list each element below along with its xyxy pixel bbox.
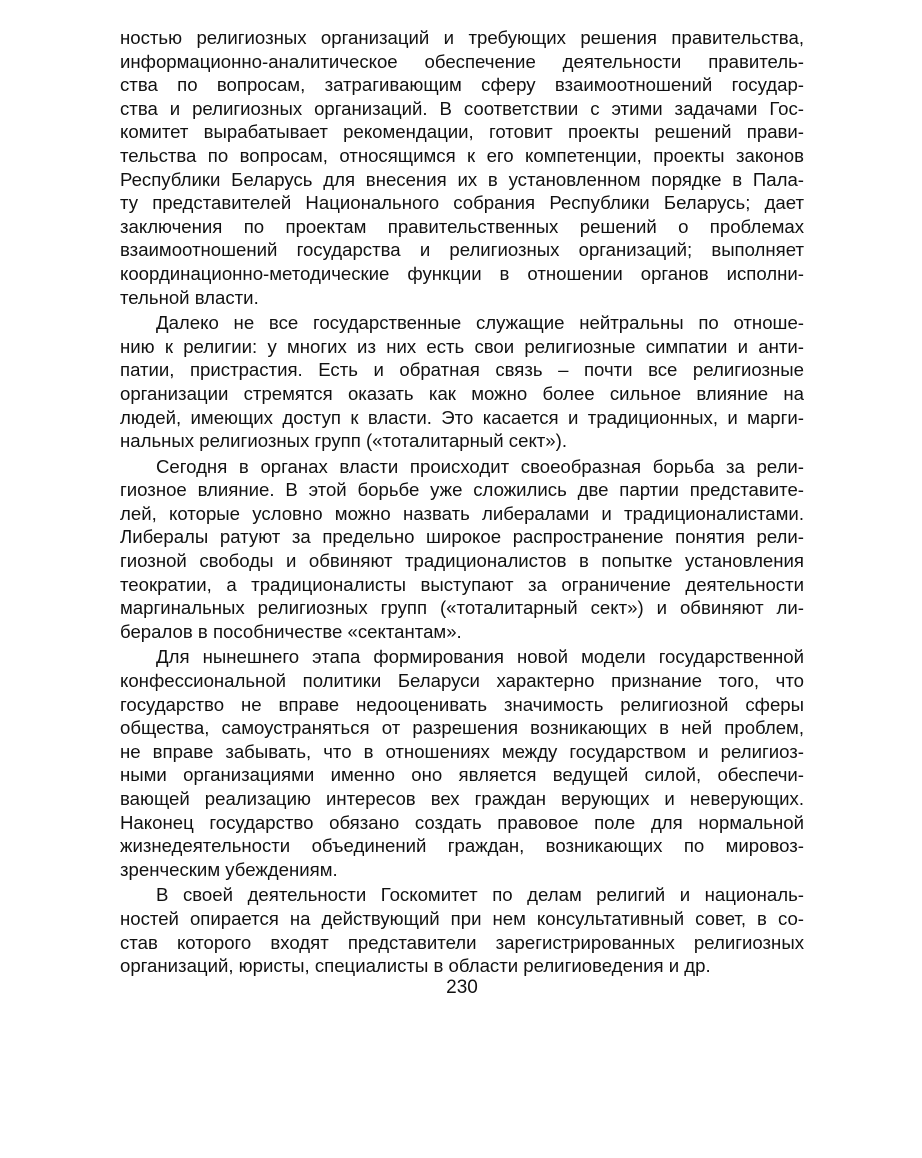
text-line: тельной власти.	[120, 286, 259, 308]
paragraph-2	[120, 311, 804, 453]
paragraph-5	[120, 883, 804, 977]
text-line: комитет вырабатывает рекомендации, готовит проекты решений прави-	[120, 121, 804, 143]
text-line: конфессиональной политики Беларуси характерно признание того, что	[120, 670, 804, 692]
text-line: взаимоотношений государства и религиозных организаций; выполняет	[120, 239, 804, 261]
text-line: государство не вправе недооценивать значимость религиозной сферы	[120, 693, 804, 715]
page-body	[120, 26, 804, 1126]
text-line: тельства по вопросам, относящимся к его компетенции, проекты законов	[120, 144, 804, 166]
text-line: нальных религиозных групп («тоталитарный сект»).	[120, 430, 568, 452]
text-line: Республики Беларусь для внесения их в установленном порядке в Пала-	[120, 168, 804, 190]
paragraph-1	[120, 26, 804, 309]
text-line: теократии, а традиционалисты выступают за ограничение деятельности	[120, 573, 804, 595]
text-line: лей, которые условно можно назвать либералами и традиционалистами.	[120, 502, 804, 524]
text-line: нию к религии: у многих из них есть свои религиозные симпатии и анти-	[120, 335, 804, 357]
text-line: ства и религиозных организаций. В соответствии с этими задачами Гос-	[120, 97, 804, 119]
text-line: Сегодня в органах власти происходит своеобразная борьба за рели-	[156, 455, 804, 477]
text-line: людей, имеющих доступ к власти. Это касается и традиционных, и марги-	[120, 406, 804, 428]
text-line: зренческим убеждениям.	[120, 858, 338, 880]
text-line: ства по вопросам, затрагивающим сферу взаимоотношений государ-	[120, 74, 804, 96]
text-line: бералов в пособничестве «сектантам».	[120, 620, 462, 642]
paragraph-4	[120, 645, 804, 881]
text-line: гиозной свободы и обвиняют традиционалистов в попытке установления	[120, 550, 804, 572]
text-line: Либералы ратуют за предельно широкое распространение понятия рели-	[120, 526, 804, 548]
text-line: организации стремятся оказать как можно более сильное влияние на	[120, 382, 804, 404]
text-line: став которого входят представители зарегистрированных религиозных	[120, 931, 804, 953]
text-line: общества, самоустраняться от разрешения возникающих в ней проблем,	[120, 717, 804, 739]
text-line: информационно-аналитическое обеспечение деятельности правитель-	[120, 50, 804, 72]
text-line: патии, пристрастия. Есть и обратная связь – почти все религиозные	[120, 359, 804, 381]
text-line: ту представителей Национального собрания Республики Беларусь; дает	[120, 192, 804, 214]
text-line: Далеко не все государственные служащие нейтральны по отноше-	[156, 312, 804, 334]
text-line: организаций, юристы, специалисты в области религиоведения и др.	[120, 955, 711, 977]
text-line: координационно-методические функции в отношении органов исполни-	[120, 262, 804, 284]
text-line: Наконец государство обязано создать правовое поле для нормальной	[120, 811, 804, 833]
paragraph-3	[120, 455, 804, 644]
text-line: маргинальных религиозных групп («тоталитарный сект») и обвиняют ли-	[120, 597, 804, 619]
text-line: ными организациями именно оно является ведущей силой, обеспечи-	[120, 764, 804, 786]
text-line: заключения по проектам правительственных решений о проблемах	[120, 215, 804, 237]
text-line: В своей деятельности Госкомитет по делам религий и националь-	[156, 884, 804, 906]
text-line: жизнедеятельности объединений граждан, возникающих по мировоз-	[120, 835, 804, 857]
text-line: ностью религиозных организаций и требующих решения правительства,	[120, 27, 804, 48]
page-number: 230	[446, 977, 478, 998]
text-line: ностей опирается на действующий при нем консультативный совет, в со-	[120, 907, 804, 929]
text-line: Для нынешнего этапа формирования новой модели государственной	[156, 646, 804, 668]
text-line: гиозное влияние. В этой борьбе уже сложились две партии представите-	[120, 479, 804, 501]
text-line: не вправе забывать, что в отношениях между государством и религиоз-	[120, 740, 804, 762]
text-line: вающей реализацию интересов вех граждан верующих и неверующих.	[120, 788, 804, 809]
